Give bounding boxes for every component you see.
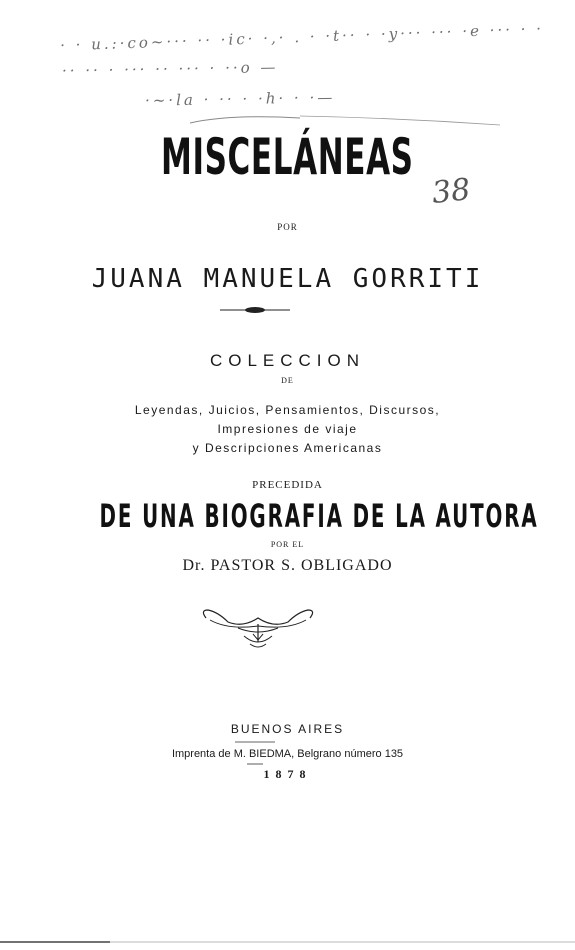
book-title: MISCELÁNEAS <box>160 128 414 186</box>
rule-ornament <box>220 305 290 315</box>
biography-line: DE UNA BIOGRAFIA DE LA AUTORA <box>99 497 539 535</box>
year-rule <box>247 762 263 766</box>
imprint-rule <box>235 740 275 744</box>
handwritten-note-line-1: · · u.:·co~··· ·· ·ic· ·,· . · ·t·· · ·y··· ··· ·e ··· · · <box>59 19 545 55</box>
por-el-label: POR EL <box>270 540 305 549</box>
author-name: JUANA MANUELA GORRITI <box>91 264 484 294</box>
contents-line-1: Leyendas, Juicios, Pensamientos, Discursos, <box>134 403 441 417</box>
handwritten-margin-number: 38 <box>430 172 472 211</box>
contents-line-3: y Descripciones Americanas <box>192 441 383 455</box>
pencil-strokes <box>0 0 575 140</box>
collection-label: COLECCION <box>209 351 366 370</box>
biographer-name: Dr. PASTOR S. OBLIGADO <box>182 557 393 574</box>
scroll-ornament <box>198 606 318 656</box>
handwritten-note-line-3: ·~·la · ·· · ·h· · ·— <box>144 88 336 110</box>
scan-edge-line <box>0 938 575 948</box>
imprint-printer: Imprenta de M. BIEDMA, Belgrano número 135 <box>171 748 404 760</box>
handwritten-note-line-2: ·· ·· · ··· ·· ··· · ··o — <box>61 58 279 80</box>
imprint-year: 1878 <box>263 767 312 781</box>
de-label: DE <box>281 376 294 385</box>
por-label: POR <box>277 222 298 232</box>
imprint-city: BUENOS AIRES <box>230 722 345 736</box>
contents-line-2: Impresiones de viaje <box>217 422 358 436</box>
precedida-label: PRECEDIDA <box>252 479 323 491</box>
